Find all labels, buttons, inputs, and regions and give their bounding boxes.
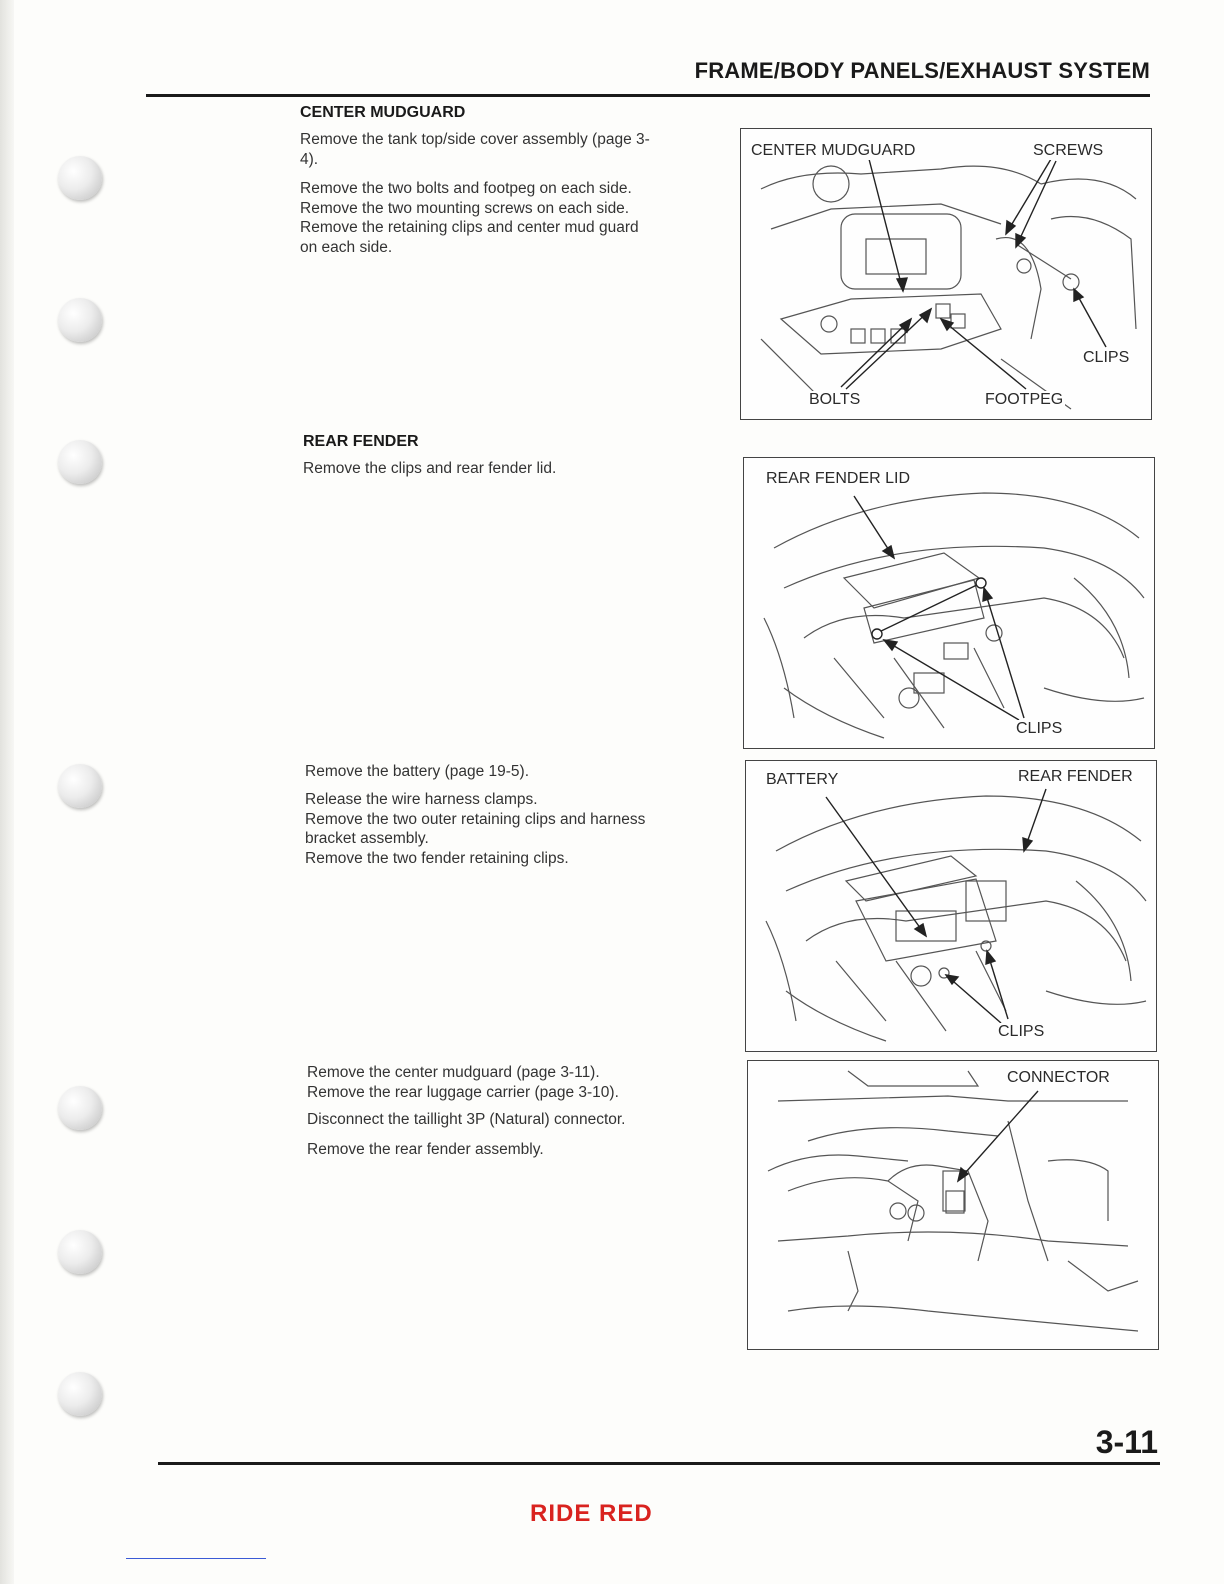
- binder-hole: [58, 1230, 102, 1274]
- figure-connector: [747, 1060, 1159, 1350]
- figure-label-clips: CLIPS: [998, 1023, 1045, 1040]
- figure-center-mudguard-drawing: [741, 129, 1151, 419]
- figure-label-clips: CLIPS: [1016, 720, 1063, 737]
- instruction-paragraph: Remove the clips and rear fender lid.: [303, 460, 557, 477]
- figure-label-screws: SCREWS: [1033, 142, 1104, 159]
- instruction-paragraph: Remove the center mudguard (page 3-11). Remove the rear luggage carrier (page 3-10).: [307, 1064, 619, 1101]
- binder-hole: [58, 764, 102, 808]
- binder-hole: [58, 1372, 102, 1416]
- binder-edge: [0, 0, 14, 1584]
- instruction-paragraph: Remove the two bolts and footpeg on each side. Remove the two mounting screws on each side. Remove the retaining clips and center mud guard on each side.: [300, 180, 639, 256]
- instruction-paragraph: Remove the rear fender assembly.: [307, 1141, 544, 1158]
- figure-rear-fender-lid-drawing: [744, 458, 1154, 748]
- figure-center-mudguard: [740, 128, 1152, 420]
- page-number: 3-11: [1095, 1424, 1158, 1460]
- figure-label-footpeg: FOOTPEG: [985, 391, 1064, 408]
- header-rule: [146, 94, 1150, 97]
- binder-hole: [58, 156, 102, 200]
- instruction-paragraph: Remove the tank top/side cover assembly (page 3- 4).: [300, 131, 650, 168]
- section-heading-rear-fender: REAR FENDER: [303, 433, 419, 450]
- figure-label-connector: CONNECTOR: [1007, 1069, 1110, 1086]
- figure-connector-drawing: [748, 1061, 1158, 1349]
- figure-label-center-mudguard: CENTER MUDGUARD: [751, 142, 916, 159]
- ride-red-watermark: RIDE RED: [530, 1500, 653, 1527]
- instruction-paragraph: Remove the battery (page 19-5).: [305, 763, 530, 780]
- figure-label-rear-fender: REAR FENDER: [1018, 768, 1133, 785]
- footer-rule: [158, 1462, 1160, 1465]
- page-header-title: FRAME/BODY PANELS/EXHAUST SYSTEM: [694, 58, 1150, 83]
- instruction-paragraph: Disconnect the taillight 3P (Natural) connector.: [307, 1111, 626, 1128]
- figure-label-clips: CLIPS: [1083, 349, 1130, 366]
- figure-battery-rear-fender-drawing: [746, 761, 1156, 1051]
- binder-hole: [58, 440, 102, 484]
- figure-battery-rear-fender: [745, 760, 1157, 1052]
- figure-label-battery: BATTERY: [766, 771, 839, 788]
- figure-rear-fender-lid: [743, 457, 1155, 749]
- figure-label-rear-fender-lid: REAR FENDER LID: [766, 470, 911, 487]
- binder-hole: [58, 298, 102, 342]
- instruction-paragraph: Release the wire harness clamps. Remove the two outer retaining clips and harness bracket assembly. Remove the two fender retaining clips.: [305, 791, 646, 867]
- section-heading-center-mudguard: CENTER MUDGUARD: [300, 104, 466, 121]
- binder-hole: [58, 1086, 102, 1130]
- bottom-link-underline[interactable]: [126, 1558, 266, 1559]
- figure-label-bolts: BOLTS: [809, 391, 861, 408]
